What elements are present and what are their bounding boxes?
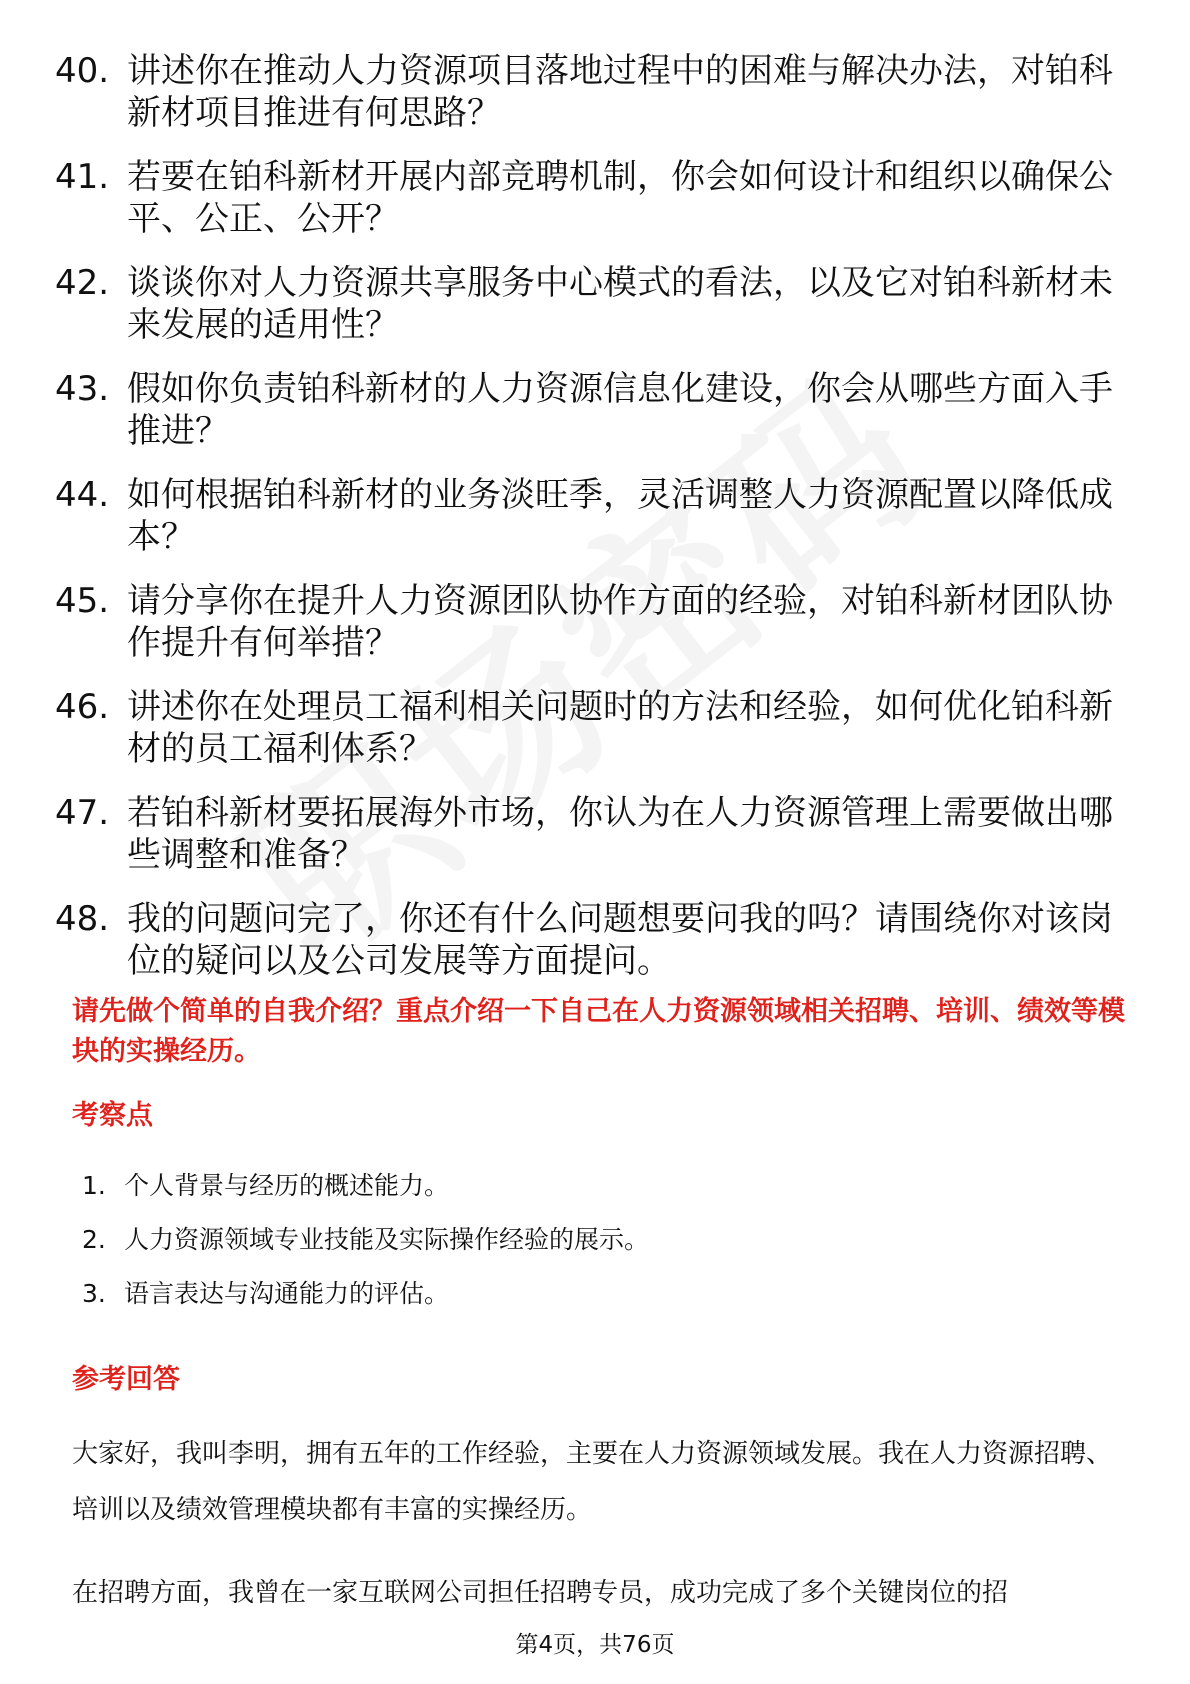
question-text: 讲述你在推动人力资源项目落地过程中的困难与解决办法，对铂科新材项目推进有何思路？	[127, 51, 1113, 133]
question-text: 如何根据铂科新材的业务淡旺季，灵活调整人力资源配置以降低成本？	[127, 475, 1113, 557]
list-item	[55, 898, 1135, 982]
point-text: 语言表达与沟通能力的评估。	[124, 1279, 450, 1308]
page-footer: 第4页，共76页	[515, 1632, 675, 1658]
question-number: 48.	[55, 899, 110, 939]
question-number: 47.	[55, 793, 110, 833]
question-text: 我的问题问完了，你还有什么问题想要问我的吗？请围绕你对该岗位的疑问以及公司发展等方面提问。	[127, 899, 1113, 981]
point-text: 个人背景与经历的概述能力。	[124, 1171, 450, 1200]
assessment-title: 考察点	[72, 1100, 153, 1131]
assessment-points	[82, 1168, 1122, 1330]
question-number: 46.	[55, 687, 110, 727]
point-number: 3.	[82, 1279, 106, 1308]
question-text: 请分享你在提升人力资源团队协作方面的经验，对铂科新材团队协作提升有何举措？	[127, 581, 1113, 663]
list-item	[55, 368, 1135, 452]
answer-title: 参考回答	[72, 1364, 180, 1395]
list-item	[55, 50, 1135, 134]
list-item	[55, 686, 1135, 770]
question-number: 43.	[55, 369, 110, 409]
list-item	[55, 580, 1135, 664]
question-number: 44.	[55, 475, 110, 515]
point-text: 人力资源领域专业技能及实际操作经验的展示。	[124, 1225, 650, 1254]
question-text: 假如你负责铂科新材的人力资源信息化建设，你会从哪些方面入手推进？	[127, 369, 1113, 451]
question-text: 谈谈你对人力资源共享服务中心模式的看法，以及它对铂科新材未来发展的适用性？	[127, 263, 1113, 345]
question-number: 41.	[55, 157, 110, 197]
answer-paragraph: 在招聘方面，我曾在一家互联网公司担任招聘专员，成功完成了多个关键岗位的招	[72, 1578, 1009, 1608]
answer-paragraph: 大家好，我叫李明，拥有五年的工作经验，主要在人力资源领域发展。我在人力资源招聘、培训以及绩效管理模块都有丰富的实操经历。	[72, 1439, 1113, 1525]
question-text: 若铂科新材要拓展海外市场，你认为在人力资源管理上需要做出哪些调整和准备？	[127, 793, 1113, 875]
point-number: 1.	[82, 1171, 106, 1200]
list-item	[82, 1222, 1122, 1258]
question-text: 讲述你在处理员工福利相关问题时的方法和经验，如何优化铂科新材的员工福利体系？	[127, 687, 1113, 769]
list-item	[55, 474, 1135, 558]
point-number: 2.	[82, 1225, 106, 1254]
list-item	[55, 262, 1135, 346]
question-list	[55, 50, 1135, 1004]
highlight-question: 请先做个简单的自我介绍？重点介绍一下自己在人力资源领域相关招聘、培训、绩效等模块的实操经历。	[72, 996, 1125, 1067]
list-item	[55, 156, 1135, 240]
question-text: 若要在铂科新材开展内部竞聘机制，你会如何设计和组织以确保公平、公正、公开？	[127, 157, 1113, 239]
list-item	[55, 792, 1135, 876]
list-item	[82, 1168, 1122, 1204]
question-number: 45.	[55, 581, 110, 621]
question-number: 40.	[55, 51, 110, 91]
list-item	[82, 1276, 1122, 1312]
question-number: 42.	[55, 263, 110, 303]
